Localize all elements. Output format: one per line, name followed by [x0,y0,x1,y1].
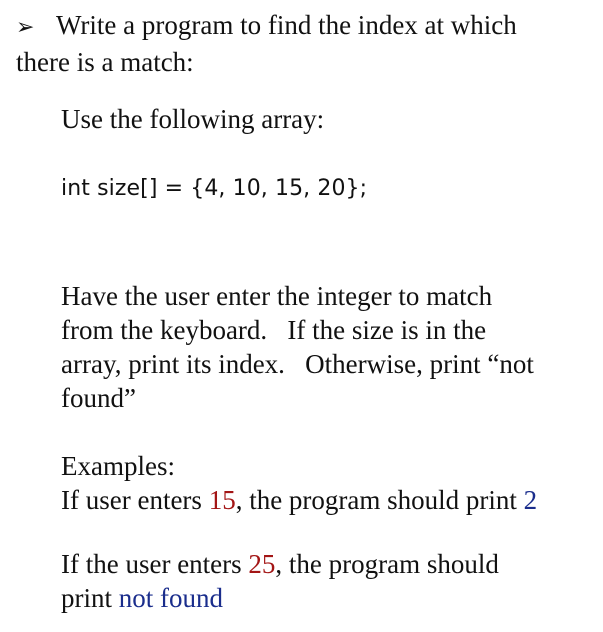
task-heading-line-1 [16,8,596,45]
example-2-output: not found [118,583,223,613]
examples-title: Examples: [61,451,175,481]
task-heading [16,8,596,79]
instructions-line-1: Have the user enter the integer to match [61,281,493,311]
example-2-prefix: If the user enters [61,549,249,579]
example-1-prefix: If user enters [61,485,209,515]
arrow-bullet-icon: ➢ [16,15,35,40]
example-2-input: 25 [248,549,276,579]
task-heading-line-2: there is a match: [16,47,194,77]
example-1 [61,483,591,517]
instructions-line-2: from the keyboard. If the size is in the [61,315,487,345]
code-snippet: int size[] = {4, 10, 15, 20}; [61,176,368,201]
example-1-input: 15 [208,485,236,515]
example-2-line-1 [61,547,591,581]
example-2 [61,547,591,615]
example-2-print-label: print [61,583,119,613]
examples-section [61,449,591,517]
example-1-output: 2 [523,485,538,515]
task-heading-text-1: Write a program to find the index at which [56,10,517,40]
array-intro: Use the following array: [61,104,325,134]
example-1-middle: , the program should print [235,485,524,515]
instructions-line-4: found” [61,383,136,413]
instructions-paragraph [61,279,591,415]
example-2-suffix: , the program should [275,549,499,579]
example-2-line-2 [61,581,591,615]
instructions-line-3: array, print its index. Otherwise, print “not [61,349,534,379]
